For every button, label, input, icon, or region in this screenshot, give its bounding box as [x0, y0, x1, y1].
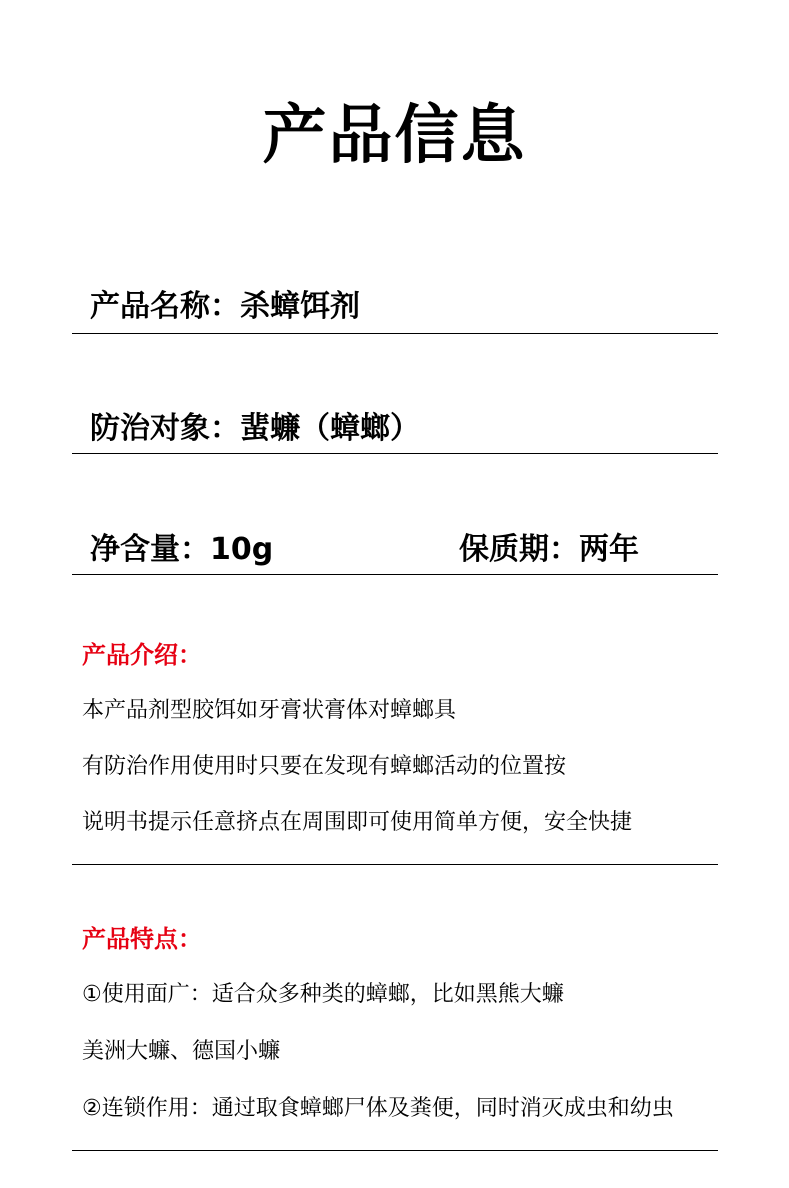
field-row-product-name	[72, 283, 718, 334]
features-line-3: ②连锁作用：通过取食蟑螂尸体及粪便，同时消灭成虫和幼虫	[82, 1096, 674, 1121]
intro-line-1: 本产品剂型胶饵如牙膏状膏体对蟑螂具	[82, 698, 457, 723]
features-divider	[72, 1150, 718, 1151]
intro-line-3: 说明书提示任意挤点在周围即可使用简单方便，安全快捷	[82, 810, 633, 835]
field-net-content: 净含量：10g	[90, 532, 274, 567]
field-product-name: 产品名称：杀蟑饵剂	[90, 289, 360, 324]
intro-divider	[72, 864, 718, 865]
page-title: 产品信息	[262, 99, 527, 173]
features-line-2: 美洲大蠊、德国小蠊	[82, 1039, 281, 1064]
features-heading: 产品特点：	[82, 925, 202, 953]
field-target: 防治对象：蜚蠊（蟑螂）	[90, 411, 420, 446]
field-row-target	[72, 405, 718, 454]
field-row-content-shelf	[72, 526, 718, 575]
intro-heading: 产品介绍：	[82, 641, 202, 669]
field-shelf-life: 保质期：两年	[459, 532, 639, 567]
intro-line-2: 有防治作用使用时只要在发现有蟑螂活动的位置按	[82, 754, 567, 779]
features-line-1: ①使用面广：适合众多种类的蟑螂，比如黑熊大蠊	[82, 982, 564, 1007]
